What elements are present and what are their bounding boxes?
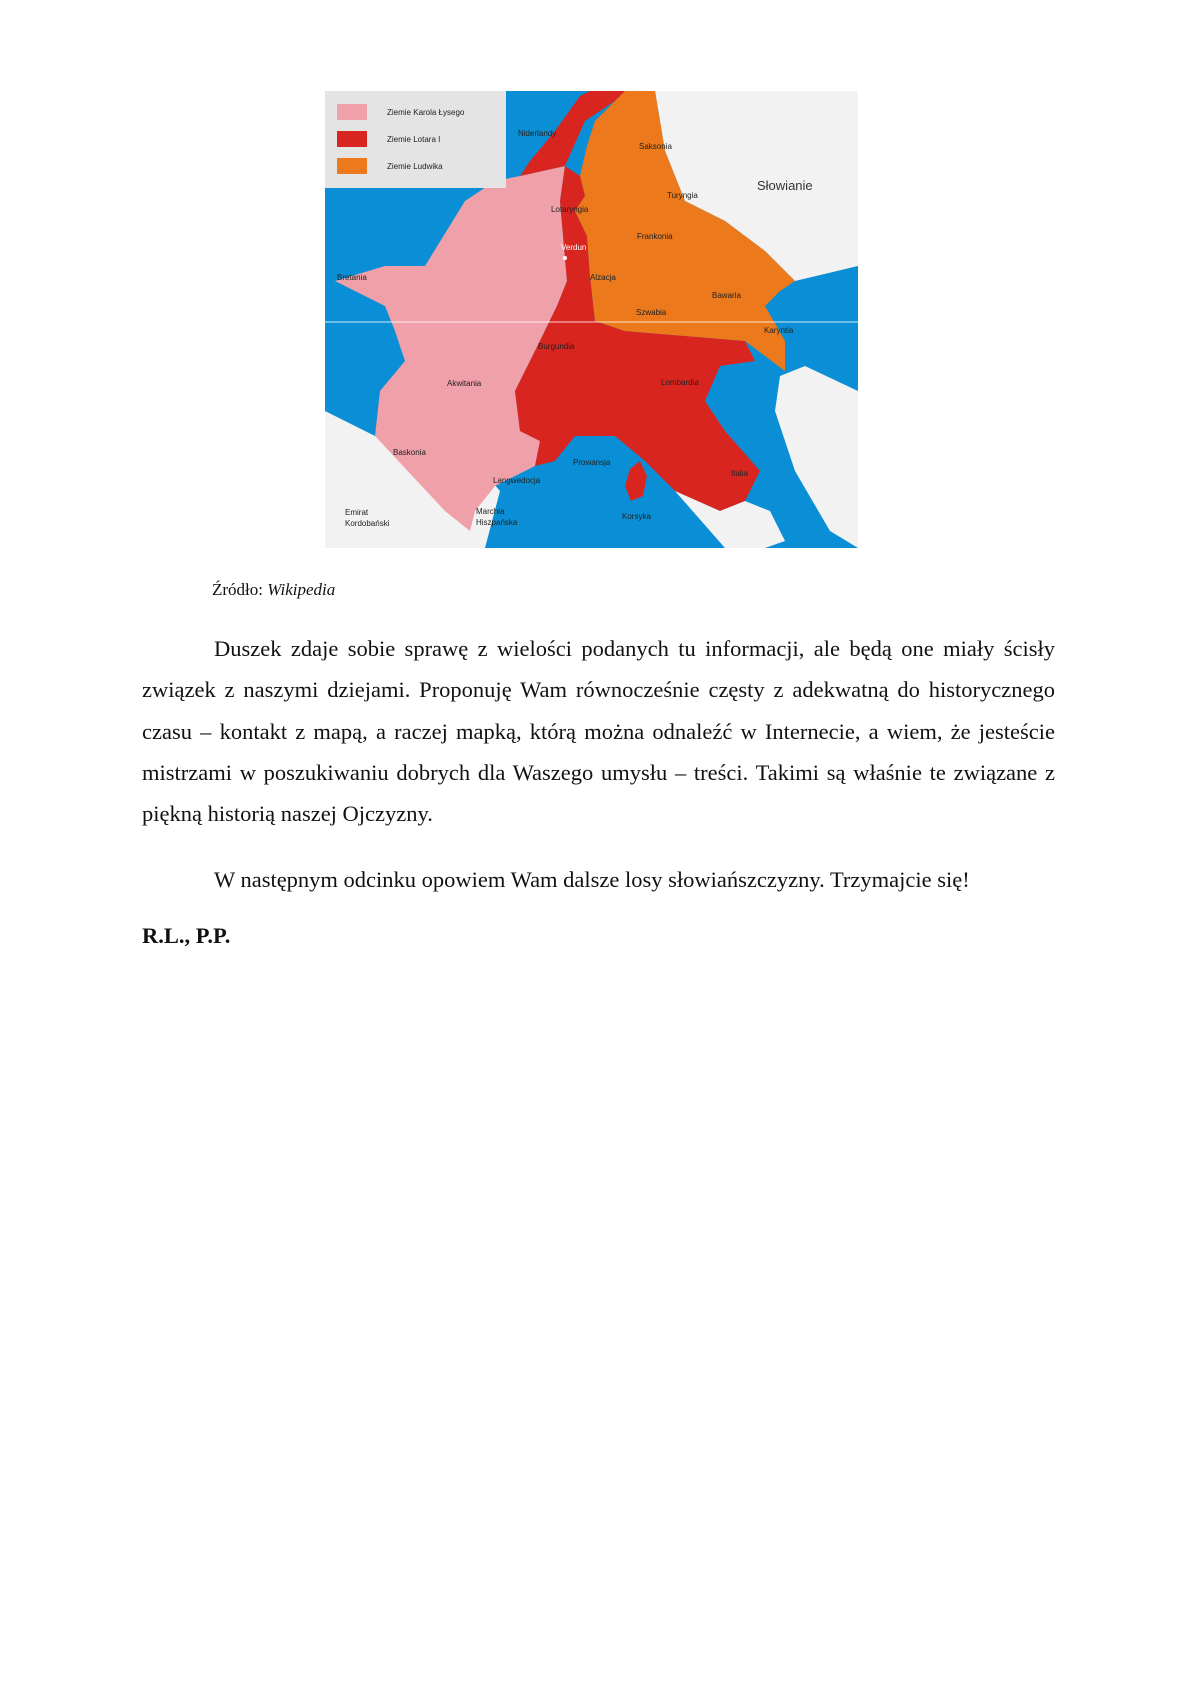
region-label-burgundia: Burgundia	[538, 342, 575, 351]
region-label-saksonia: Saksonia	[639, 142, 672, 151]
map-figure	[325, 91, 858, 548]
region-label-emirat-line1: Emirat	[345, 508, 369, 517]
region-label-lotaryngia: Lotaryngia	[551, 205, 589, 214]
region-label-szwabia: Szwabia	[636, 308, 667, 317]
region-label-alzacja: Alzacja	[590, 273, 616, 282]
region-label-frankonia: Frankonia	[637, 232, 673, 241]
region-label-slowianie: Słowianie	[757, 178, 813, 193]
region-label-baskonia: Baskonia	[393, 448, 426, 457]
region-label-marchia-line1: Marchia	[476, 507, 505, 516]
paragraph-1: Duszek zdaje sobie sprawę z wielości podanych tu informacji, ale będą one miały ścisły związek z naszymi dziejami. Proponuję Wam równocześnie częsty z adekwatną do historycznego czasu – kontakt z mapą, a raczej mapką, którą można odnaleźć w Internecie, a wiem, że jesteście mistrzami w poszukiwaniu dobrych dla Waszego umysłu – treści. Takimi są właśnie te związane z piękną historią naszej Ojczyzny.	[142, 636, 1055, 827]
legend-swatch-lotar	[337, 131, 367, 147]
legend-swatch-ludwik	[337, 158, 367, 174]
region-label-akwitania: Akwitania	[447, 379, 482, 388]
signature: R.L., P.P.	[142, 923, 231, 948]
region-label-italia: Italia	[731, 469, 748, 478]
legend-label-ludwik: Ziemie Ludwika	[387, 162, 443, 171]
region-label-emirat-line2: Kordobański	[345, 519, 390, 528]
legend-swatch-karol	[337, 104, 367, 120]
paragraph-2: W następnym odcinku opowiem Wam dalsze losy słowiańszczyzny. Trzymajcie się!	[214, 867, 970, 892]
verdun-dot	[563, 256, 567, 260]
region-label-verdun: Verdun	[561, 243, 587, 252]
legend-label-lotar: Ziemie Lotara I	[387, 135, 441, 144]
region-label-turyngia: Turyngia	[667, 191, 698, 200]
region-label-bawaria: Bawaria	[712, 291, 741, 300]
legend-label-karol: Ziemie Karola Łysego	[387, 108, 465, 117]
region-label-marchia-line2: Hiszpańska	[476, 518, 518, 527]
region-label-niderlandy: Niderlandy	[518, 129, 557, 138]
caption-prefix: Źródło:	[212, 580, 268, 599]
region-label-lombardia: Lombardia	[661, 378, 699, 387]
region-label-karyntia: Karyntia	[764, 326, 794, 335]
map-svg	[325, 91, 858, 548]
region-label-prowansja: Prowansja	[573, 458, 611, 467]
figure-caption	[212, 580, 335, 600]
region-label-korsyka: Korsyka	[622, 512, 651, 521]
region-label-langwedocja: Langwedocja	[493, 476, 541, 485]
region-label-bretania: Bretania	[337, 273, 367, 282]
caption-source: Wikipedia	[267, 580, 336, 599]
